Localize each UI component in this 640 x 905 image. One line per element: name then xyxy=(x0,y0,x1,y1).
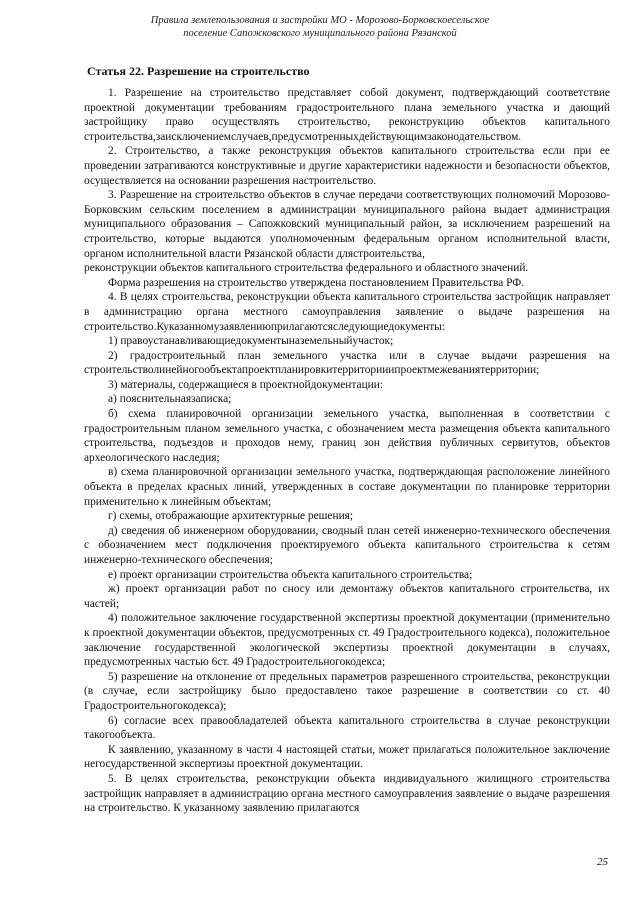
header-line-2: поселение Сапожковского муниципального района Рязанской xyxy=(183,28,457,39)
page-number: 25 xyxy=(597,856,608,868)
list-item: 6) согласие всех правообладателей объекта капитального строительства в случае реконструкции такогообъекта. xyxy=(84,714,610,742)
list-item: 5) разрешение на отклонение от предельных параметров разрешенного строительства, реконструкции (в случае, если застройщику было предоставлено такое разрешение в соответствии со ст. 40 Градостроительногокодекса); xyxy=(84,670,610,712)
list-item: 1) правоустанавливающиедокументыназемельныйучасток; xyxy=(108,335,394,348)
list-item: ж) проект организации работ по сносу или демонтажу объектов капитального строительства, их частей; xyxy=(84,583,610,610)
list-item: 4) положительное заключение государственной экспертизы проектной документации (применительно к проектной документации объектов, предусмотренных ст. 49 Градостроительного кодекса), положительное заключение государственной экологической экспертизы проектной документации в случаях, предусмотренных частью 6ст. 49 Градостроительногокодекса; xyxy=(84,612,610,669)
paragraph: 4. В целях строительства, реконструкции объекта капитального строительства застройщик направляет в администрацию органа местного самоуправления заявление о выдаче разрешения на строительство.Куказанномузаявлениюприлагаютсяследующиедокументы: xyxy=(84,291,610,333)
paragraph: К заявлению, указанному в части 4 настоящей статьи, может прилагаться положительное заключение негосударственной экспертизы проектной документации. xyxy=(84,743,610,771)
running-header xyxy=(120,14,520,40)
paragraph: 2. Строительство, а также реконструкция объектов капитального строительства если при ее проведении затрагиваются конструктивные и другие характеристики надежности и безопасности объектов, осуществляется на основании разрешения настроительство. xyxy=(84,145,610,187)
header-line-1: Правила землепользования и застройки МО - Морозово-Борковскоесельское xyxy=(150,15,490,26)
list-item: д) сведения об инженерном оборудовании, сводный план сетей инженерно-технического обеспечения с обозначением мест подключения проектируемого объекта капитального строительства к сетям инженерно-технического обеспечения; xyxy=(84,524,610,566)
list-item: 2) градостроительный план земельного участка или в случае выдачи разрешения на строительстволинейногообъектапроектпланировкитерриторииипроектмежеваниятерритории; xyxy=(84,349,610,377)
paragraph: 5. В целях строительства, реконструкции объекта индивидуального жилищного строительства застройщик направляет в администрацию органа местного самоуправления заявление о выдаче разрешения на строительство. К указанному заявлению прилагаются xyxy=(84,772,610,815)
list-item: г) схемы, отображающие архитектурные решения; xyxy=(108,510,354,523)
list-item: б) схема планировочной организации земельного участка, выполненная в соответствии с градостроительным планом земельного участка, с обозначением места размещения объекта капитального строительства, подъездов и проходов нему, границ зон действия публичных сервитутов, объектов археологического наследия; xyxy=(84,408,610,464)
article-body xyxy=(84,86,610,816)
list-item: 3) материалы, содержащиеся в проектнойдокументации: xyxy=(108,378,384,391)
list-item: а) пояснительнаязаписка; xyxy=(108,393,232,406)
paragraph: 3. Разрешение на строительство объектов в случае передачи соответствующих полномочий Морозово-Борковским сельским поселением в администрации муниципального района выдает администрация муниципального образования – Сапожковский муниципальный район, за исключением разрешений на строительство, которые выдаются уполномоченным федеральным органом исполнительной власти, органом исполнительной власти Рязанской области длястроительства, xyxy=(84,189,610,260)
list-item: е) проект организации строительства объекта капитального строительства; xyxy=(108,568,473,581)
paragraph: реконструкции объектов капитального строительства федерального и областного значений. xyxy=(84,262,529,275)
paragraph: Форма разрешения на строительство утверждена постановлением Правительства РФ. xyxy=(108,276,525,289)
article-title: Статья 22. Разрешение на строительство xyxy=(87,64,310,78)
list-item: в) схема планировочной организации земельного участка, подтверждающая расположение линейного объекта в пределах красных линий, утвержденных в составе документации по планировке территории применительно к линейным объектам; xyxy=(84,466,610,508)
paragraph: 1. Разрешение на строительство представляет собой документ, подтверждающий соответствие проектной документации требованиям градостроительного плана земельного участка и дающий застройщику право осуществлять строительство, реконструкцию объектов капитального строительства,заисключениемслучаев,предусмотренныхдействующимзаконодательством. xyxy=(84,87,610,143)
